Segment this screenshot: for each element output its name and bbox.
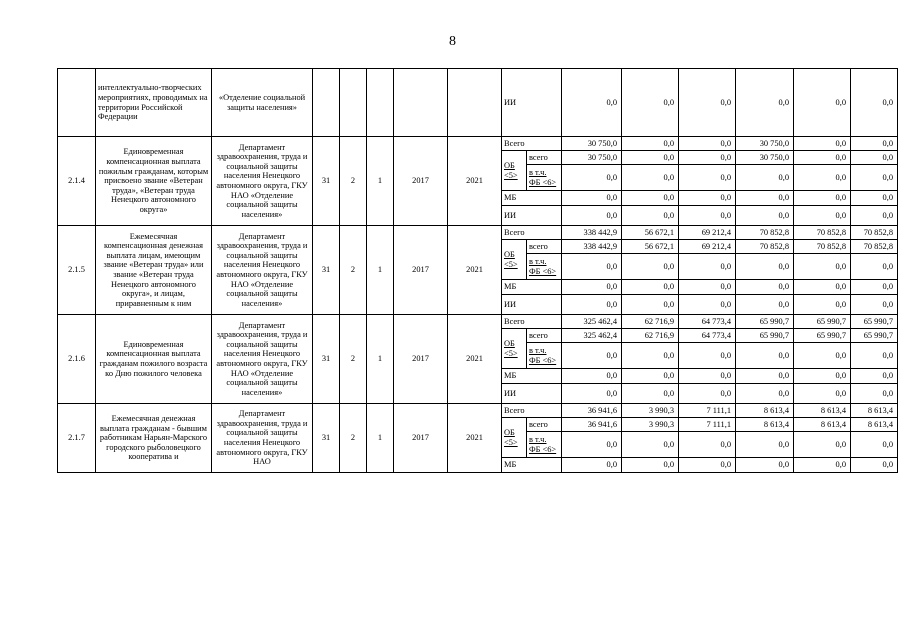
value-cell: 8 613,4 <box>794 404 851 418</box>
value-cell: 65 990,7 <box>794 329 851 343</box>
value-cell: 69 212,4 <box>679 240 736 254</box>
measure-name-cell: Ежемесячная компенсационная денежная выплата лицам, имеющим звание «Ветеран труда» или звание «Ветеран труда Ненецкого автономного округа», и лицам, приравненным к ним <box>96 226 212 315</box>
value-cell: 36 941,6 <box>562 418 622 432</box>
ob-source-cell: ОБ <5> <box>502 151 527 191</box>
table-row <box>58 226 898 240</box>
value-cell: 0,0 <box>679 151 736 165</box>
value-cell: 65 990,7 <box>851 315 898 329</box>
value-cell: 8 613,4 <box>794 418 851 432</box>
value-cell: 0,0 <box>679 137 736 151</box>
page-number: 8 <box>449 34 456 49</box>
value-cell: 0,0 <box>562 458 622 473</box>
value-cell: 0,0 <box>622 295 679 315</box>
value-cell: 0,0 <box>679 165 736 191</box>
value-cell: 0,0 <box>562 369 622 384</box>
value-cell: 325 462,4 <box>562 315 622 329</box>
value-cell: 0,0 <box>622 458 679 473</box>
year-cell <box>394 69 448 137</box>
value-cell: 64 773,4 <box>679 329 736 343</box>
row-number-cell <box>58 69 96 137</box>
year-end-cell: 2021 <box>448 315 502 404</box>
value-cell: 0,0 <box>794 369 851 384</box>
value-cell: 0,0 <box>562 384 622 404</box>
value-cell: 0,0 <box>736 206 794 226</box>
value-cell: 0,0 <box>679 369 736 384</box>
source-cell: ИИ <box>502 206 562 226</box>
value-cell: 3 990,3 <box>622 418 679 432</box>
value-cell: 0,0 <box>736 191 794 206</box>
value-cell: 70 852,8 <box>794 240 851 254</box>
value-cell: 0,0 <box>851 191 898 206</box>
source-cell: Всего <box>502 137 562 151</box>
value-cell: 0,0 <box>562 165 622 191</box>
code-cell: 31 <box>313 226 340 315</box>
value-cell: 0,0 <box>851 295 898 315</box>
value-cell: 0,0 <box>679 458 736 473</box>
value-cell: 0,0 <box>622 254 679 280</box>
subsource-cell: в т.ч. ФБ <6> <box>527 254 562 280</box>
value-cell: 0,0 <box>794 280 851 295</box>
row-number-cell: 2.1.4 <box>58 137 96 226</box>
value-cell: 0,0 <box>562 191 622 206</box>
value-cell: 70 852,8 <box>736 226 794 240</box>
source-cell: Всего <box>502 226 562 240</box>
value-cell: 0,0 <box>679 191 736 206</box>
code-cell: 1 <box>367 137 394 226</box>
value-cell: 0,0 <box>562 432 622 458</box>
code-cell <box>340 69 367 137</box>
value-cell: 0,0 <box>679 280 736 295</box>
value-cell: 0,0 <box>736 69 794 137</box>
year-start-cell: 2017 <box>394 226 448 315</box>
source-cell: МБ <box>502 369 562 384</box>
value-cell: 0,0 <box>851 343 898 369</box>
value-cell: 0,0 <box>622 165 679 191</box>
year-end-cell: 2021 <box>448 226 502 315</box>
code-cell: 2 <box>340 137 367 226</box>
value-cell: 0,0 <box>851 369 898 384</box>
value-cell: 30 750,0 <box>562 137 622 151</box>
value-cell: 0,0 <box>679 206 736 226</box>
source-cell: МБ <box>502 458 562 473</box>
value-cell: 65 990,7 <box>736 329 794 343</box>
value-cell: 0,0 <box>736 369 794 384</box>
value-cell: 70 852,8 <box>851 226 898 240</box>
value-cell: 56 672,1 <box>622 226 679 240</box>
value-cell: 0,0 <box>622 151 679 165</box>
subsource-cell: всего <box>527 240 562 254</box>
value-cell: 0,0 <box>851 432 898 458</box>
value-cell: 0,0 <box>851 165 898 191</box>
value-cell: 0,0 <box>679 295 736 315</box>
value-cell: 7 111,1 <box>679 404 736 418</box>
year-start-cell: 2017 <box>394 404 448 473</box>
source-cell: Всего <box>502 404 562 418</box>
value-cell: 65 990,7 <box>794 315 851 329</box>
value-cell: 0,0 <box>794 432 851 458</box>
source-cell: ИИ <box>502 295 562 315</box>
code-cell: 1 <box>367 404 394 473</box>
subsource-cell: всего <box>527 151 562 165</box>
value-cell: 0,0 <box>622 69 679 137</box>
value-cell: 0,0 <box>851 254 898 280</box>
value-cell: 0,0 <box>794 295 851 315</box>
value-cell: 0,0 <box>794 458 851 473</box>
executor-cell: «Отделение социальной защиты населения» <box>212 69 313 137</box>
value-cell: 30 750,0 <box>736 137 794 151</box>
value-cell: 0,0 <box>562 206 622 226</box>
source-cell: МБ <box>502 191 562 206</box>
year-end-cell: 2021 <box>448 404 502 473</box>
value-cell: 65 990,7 <box>736 315 794 329</box>
table-row <box>58 315 898 329</box>
value-cell: 70 852,8 <box>736 240 794 254</box>
value-cell: 64 773,4 <box>679 315 736 329</box>
value-cell: 7 111,1 <box>679 418 736 432</box>
value-cell: 0,0 <box>851 458 898 473</box>
value-cell: 69 212,4 <box>679 226 736 240</box>
value-cell: 0,0 <box>851 384 898 404</box>
value-cell: 3 990,3 <box>622 404 679 418</box>
code-cell: 31 <box>313 404 340 473</box>
value-cell: 0,0 <box>736 254 794 280</box>
value-cell: 0,0 <box>622 137 679 151</box>
value-cell: 0,0 <box>562 254 622 280</box>
table-row <box>58 404 898 418</box>
value-cell: 0,0 <box>736 343 794 369</box>
value-cell: 0,0 <box>794 69 851 137</box>
row-number-cell: 2.1.7 <box>58 404 96 473</box>
value-cell: 0,0 <box>622 280 679 295</box>
value-cell: 0,0 <box>622 206 679 226</box>
table-row <box>58 69 898 137</box>
value-cell: 325 462,4 <box>562 329 622 343</box>
value-cell: 338 442,9 <box>562 240 622 254</box>
value-cell: 0,0 <box>622 432 679 458</box>
subsource-cell: в т.ч. ФБ <6> <box>527 165 562 191</box>
value-cell: 0,0 <box>736 458 794 473</box>
value-cell: 0,0 <box>736 295 794 315</box>
value-cell: 0,0 <box>851 137 898 151</box>
value-cell: 0,0 <box>562 295 622 315</box>
value-cell: 0,0 <box>794 165 851 191</box>
table-row <box>58 137 898 151</box>
source-cell: ИИ <box>502 69 562 137</box>
value-cell: 0,0 <box>851 280 898 295</box>
value-cell: 8 613,4 <box>851 418 898 432</box>
value-cell: 8 613,4 <box>736 404 794 418</box>
executor-cell: Департамент здравоохранения, труда и социальной защиты населения Ненецкого автономного округа, ГКУ НАО «Отделение социальной защиты населения» <box>212 315 313 404</box>
code-cell: 2 <box>340 404 367 473</box>
ob-source-cell: ОБ <5> <box>502 240 527 280</box>
table-body <box>58 69 898 473</box>
value-cell: 0,0 <box>794 384 851 404</box>
year-cell <box>448 69 502 137</box>
year-start-cell: 2017 <box>394 137 448 226</box>
value-cell: 0,0 <box>794 343 851 369</box>
code-cell: 2 <box>340 226 367 315</box>
value-cell: 62 716,9 <box>622 315 679 329</box>
value-cell: 0,0 <box>562 343 622 369</box>
value-cell: 0,0 <box>794 206 851 226</box>
value-cell: 0,0 <box>736 432 794 458</box>
value-cell: 62 716,9 <box>622 329 679 343</box>
code-cell: 2 <box>340 315 367 404</box>
value-cell: 30 750,0 <box>736 151 794 165</box>
row-number-cell: 2.1.5 <box>58 226 96 315</box>
ob-source-cell: ОБ <5> <box>502 418 527 458</box>
value-cell: 65 990,7 <box>851 329 898 343</box>
executor-cell: Департамент здравоохранения, труда и социальной защиты населения Ненецкого автономного округа, ГКУ НАО «Отделение социальной защиты населения» <box>212 226 313 315</box>
value-cell: 0,0 <box>851 206 898 226</box>
program-table <box>57 68 898 473</box>
measure-name-cell: Единовременная компенсационная выплата пожилым гражданам, которым присвоено звание «Ветеран труда», «Ветеран труда Ненецкого автономного округа» <box>96 137 212 226</box>
value-cell: 0,0 <box>851 69 898 137</box>
value-cell: 0,0 <box>736 165 794 191</box>
value-cell: 0,0 <box>679 254 736 280</box>
measure-name-cell: Единовременная компенсационная выплата гражданам пожилого возраста ко Дню пожилого человека <box>96 315 212 404</box>
value-cell: 36 941,6 <box>562 404 622 418</box>
subsource-cell: в т.ч. ФБ <6> <box>527 432 562 458</box>
value-cell: 8 613,4 <box>736 418 794 432</box>
value-cell: 0,0 <box>679 432 736 458</box>
year-end-cell: 2021 <box>448 137 502 226</box>
subsource-cell: в т.ч. ФБ <6> <box>527 343 562 369</box>
value-cell: 70 852,8 <box>794 226 851 240</box>
value-cell: 70 852,8 <box>851 240 898 254</box>
value-cell: 0,0 <box>622 191 679 206</box>
code-cell <box>313 69 340 137</box>
value-cell: 0,0 <box>679 384 736 404</box>
value-cell: 0,0 <box>622 369 679 384</box>
value-cell: 30 750,0 <box>562 151 622 165</box>
value-cell: 8 613,4 <box>851 404 898 418</box>
code-cell: 31 <box>313 315 340 404</box>
value-cell: 0,0 <box>794 191 851 206</box>
measure-name-cell: интеллектуально-творческих мероприятиях, проводимых на территории Российской Федерации <box>96 69 212 137</box>
subsource-cell: всего <box>527 329 562 343</box>
value-cell: 0,0 <box>736 384 794 404</box>
executor-cell: Департамент здравоохранения, труда и социальной защиты населения Ненецкого автономного округа, ГКУ НАО «Отделение социальной защиты населения» <box>212 137 313 226</box>
value-cell: 0,0 <box>851 151 898 165</box>
year-start-cell: 2017 <box>394 315 448 404</box>
measure-name-cell: Ежемесячная денежная выплата гражданам - бывшим работникам Нарьян-Марского городского рыболовецкого кооператива и <box>96 404 212 473</box>
code-cell: 1 <box>367 226 394 315</box>
value-cell: 0,0 <box>794 137 851 151</box>
ob-source-cell: ОБ <5> <box>502 329 527 369</box>
subsource-cell: всего <box>527 418 562 432</box>
source-cell: Всего <box>502 315 562 329</box>
value-cell: 338 442,9 <box>562 226 622 240</box>
executor-cell: Департамент здравоохранения, труда и социальной защиты населения Ненецкого автономного округа, ГКУ НАО <box>212 404 313 473</box>
code-cell: 31 <box>313 137 340 226</box>
source-cell: МБ <box>502 280 562 295</box>
code-cell: 1 <box>367 315 394 404</box>
value-cell: 0,0 <box>794 151 851 165</box>
value-cell: 0,0 <box>622 343 679 369</box>
source-cell: ИИ <box>502 384 562 404</box>
value-cell: 0,0 <box>794 254 851 280</box>
value-cell: 0,0 <box>622 384 679 404</box>
value-cell: 0,0 <box>562 280 622 295</box>
code-cell <box>367 69 394 137</box>
value-cell: 56 672,1 <box>622 240 679 254</box>
value-cell: 0,0 <box>562 69 622 137</box>
value-cell: 0,0 <box>736 280 794 295</box>
value-cell: 0,0 <box>679 343 736 369</box>
row-number-cell: 2.1.6 <box>58 315 96 404</box>
value-cell: 0,0 <box>679 69 736 137</box>
